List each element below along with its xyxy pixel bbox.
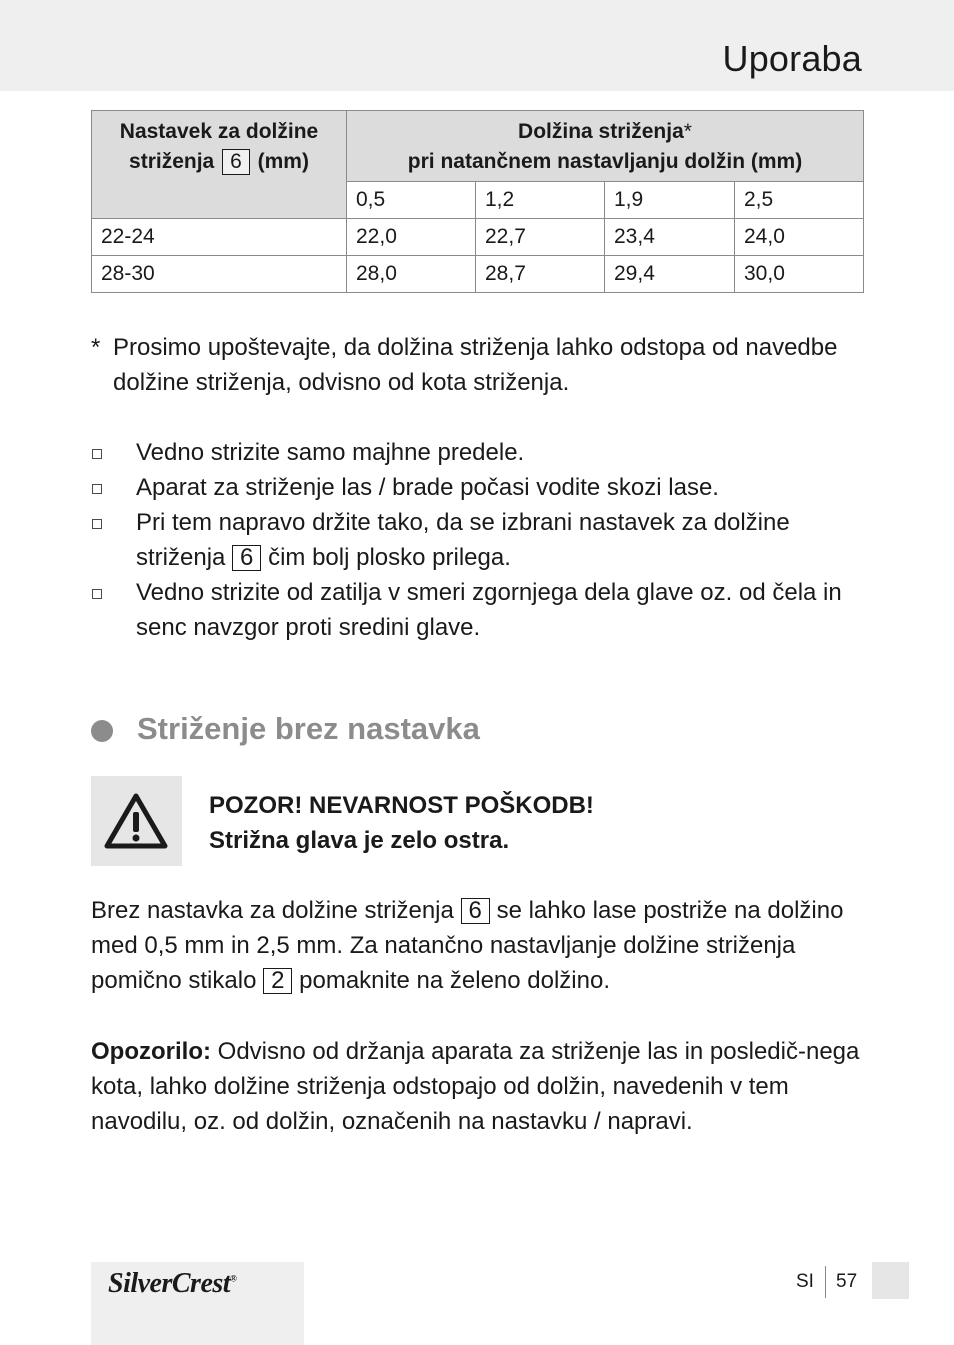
footer-divider (825, 1266, 826, 1298)
bullet-square-icon (92, 589, 102, 599)
table-row (92, 256, 864, 293)
table-cell: 22,0 (347, 219, 476, 256)
bullet-square-icon (92, 484, 102, 494)
reference-number-box: 6 (461, 898, 490, 924)
paragraph-text: se lahko lase postriže na dolžino med 0,5 mm in 2,5 mm. Za natančno nastavljanje dolžine striženja pomično stikalo (91, 897, 844, 994)
brand-logo-text: SilverCrest (108, 1268, 231, 1299)
table-header-cutting-length (347, 111, 864, 182)
table-header-cutting-length-line2: pri natančnem nastavljanju dolžin (mm) (407, 150, 803, 173)
list-item (91, 470, 866, 505)
warning-text (209, 788, 594, 858)
warning-line-2: Strižna glava je zelo ostra. (209, 827, 510, 854)
footnote (91, 330, 866, 400)
page-title: Uporaba (722, 38, 862, 79)
bullet-square-icon (92, 519, 102, 529)
table-cell: 23,4 (605, 219, 735, 256)
warning-line-1: POZOR! NEVARNOST POŠKODB! (209, 792, 594, 819)
table-cell: 22,7 (476, 219, 605, 256)
section-bullet-icon (91, 720, 113, 742)
cutting-length-table (91, 110, 864, 293)
table-header-attachment-line1: Nastavek za dolžine (119, 120, 319, 143)
page-number: 57 (836, 1271, 858, 1292)
table-cell: 22-24 (92, 219, 347, 256)
footnote-text: Prosimo upoštevajte, da dolžina striženja lahko odstopa od navedbe dolžine striženja, odvisno od kota striženja. (113, 334, 838, 396)
list-item-text: čim bolj plosko prilega. (268, 544, 511, 571)
footnote-star-marker: * (683, 120, 692, 143)
table-cell: 24,0 (735, 219, 864, 256)
list-item-text: Vedno strizite od zatilja v smeri zgornjega dela glave oz. od čela in senc navzgor proti sredini glave. (136, 579, 842, 641)
reference-number-box: 6 (222, 149, 250, 175)
table-cell: 1,2 (476, 182, 605, 219)
table-header-cutting-length-line1: Dolžina striženja (518, 120, 684, 143)
paragraph-no-attachment (91, 893, 866, 998)
table-cell: 28,7 (476, 256, 605, 293)
table-header-attachment-line2: striženja (129, 150, 215, 173)
language-code: SI (796, 1271, 814, 1292)
list-item (91, 505, 866, 575)
instruction-list (91, 435, 866, 645)
table-header-attachment (92, 111, 347, 219)
list-item-text: Aparat za striženje las / brade počasi vodite skozi lase. (136, 474, 719, 501)
reference-number-box: 6 (232, 545, 261, 571)
bullet-square-icon (92, 449, 102, 459)
note-label: Opozorilo: (91, 1038, 211, 1065)
brand-logo (108, 1268, 236, 1300)
paragraph-text: Brez nastavka za dolžine striženja (91, 897, 454, 924)
list-item-text: Vedno strizite samo majhne predele. (136, 439, 525, 466)
table-row (92, 219, 864, 256)
paragraph-text: pomaknite na želeno dolžino. (299, 967, 610, 994)
list-item-text: Pri tem napravo držite tako, da se izbrani nastavek za dolžine striženja (136, 509, 790, 571)
list-item (91, 435, 866, 470)
table-cell: 28,0 (347, 256, 476, 293)
warning-triangle-icon (103, 792, 169, 850)
table-cell: 29,4 (605, 256, 735, 293)
table-cell: 0,5 (347, 182, 476, 219)
registered-mark: ® (230, 1273, 237, 1284)
table-header-unit: (mm) (257, 150, 309, 173)
page-marker-box (872, 1262, 909, 1299)
warning-icon-box (91, 776, 182, 866)
paragraph-note (91, 1034, 866, 1139)
table-cell: 30,0 (735, 256, 864, 293)
list-item (91, 575, 866, 645)
footnote-star: * (91, 334, 101, 361)
table-cell: 28-30 (92, 256, 347, 293)
table-cell: 1,9 (605, 182, 735, 219)
reference-number-box: 2 (263, 968, 292, 994)
paragraph-text: Odvisno od držanja aparata za striženje las in posledič-nega kota, lahko dolžine striženja odstopajo od dolžin, navedenih v tem navodilu, oz. od dolžin, označenih na nastavku / napravi. (91, 1038, 860, 1135)
table-cell: 2,5 (735, 182, 864, 219)
table-header-row (92, 111, 864, 182)
section-heading: Striženje brez nastavka (137, 711, 480, 746)
